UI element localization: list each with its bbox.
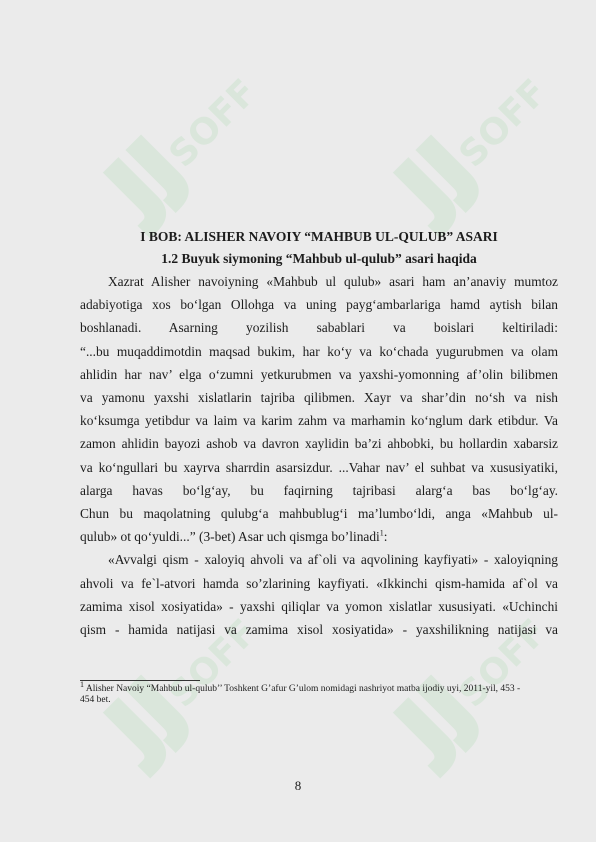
text-line: qism - hamida natijasi va zamima xisol xosiyatida» - yaxshilikning natijasi va	[80, 622, 558, 638]
text-line-last-end: :	[383, 529, 388, 545]
footnote-separator	[80, 680, 200, 681]
svg-text:SOFF: SOFF	[451, 611, 556, 716]
text-line-last	[80, 525, 558, 548]
page-content	[80, 228, 558, 641]
text-line-last-text: qulub» ot qo‘yuldi...” (3-bet) Asar uch qismga bo’linadi	[80, 529, 380, 545]
footnote-number: 1	[80, 679, 84, 689]
chapter-title: I BOB: ALISHER NAVOIY “MAHBUB UL-QULUB” ASARI	[140, 229, 498, 244]
text-line: boshlanadi. Asarning yozilish sabablari va boislari keltiriladi:	[80, 320, 558, 336]
paragraph-1	[80, 270, 558, 548]
footnote-reference[interactable]: 1	[379, 528, 384, 538]
svg-text:SOFF: SOFF	[451, 71, 556, 176]
text-line: va yamonu yaxshi xislatlarin tajriba qilibmen. Xayr va shar’din no‘sh va nish	[80, 390, 558, 406]
text-line: zamon ahlidin bayozi ashob va davron xaylidin ba’zi ahbobki, bu hollardin xabarsiz	[80, 436, 558, 452]
text-line: Xazrat Alisher navoiyning «Mahbub ul qulub» asari ham an’anaviy mumtoz	[108, 274, 558, 289]
svg-text:SOFF: SOFF	[161, 71, 266, 176]
text-line: ko‘ksumga yetibdur va laim va karim zahm va marhamin ko‘nglum dark etibdur. Va	[80, 413, 558, 429]
text-line: «Avvalgi qism - xaloyiq ahvoli va af`oli va aqvolining kayfiyati» - xaloyiqning	[108, 552, 558, 568]
section-title: 1.2 Buyuk siymoning “Mahbub ul-qulub” asari haqida	[161, 251, 477, 266]
text-line: adabiyotiga xos bo‘lgan Ollohga va uning payg‘ambarlariga hamd aytish bilan	[80, 297, 558, 313]
text-line: Chun bu maqolatning qulubg‘a mahbublug‘i ma’lumbo‘ldi, anga «Mahbub ul-	[80, 506, 558, 522]
paragraph-2	[80, 548, 558, 641]
soff-watermark-logo	[70, 60, 270, 250]
soff-watermark-logo	[360, 60, 560, 250]
page-number: 8	[294, 778, 302, 793]
footnote	[80, 679, 558, 706]
text-line: alarga havas bo‘lg‘ay, bu faqirning tajribasi alarg‘a bas bo‘lg‘ay.	[80, 482, 558, 498]
text-line: ahlidin har nav’ elga o‘zumni yetkurubmen va yaxshi-yomonning af’olin bilibmen	[80, 366, 558, 382]
text-line: zamima xisol xosiyatida» - yaxshi qiliqlar va yomon xislatlar xususiyati. «Uchinchi	[80, 598, 558, 614]
footnote-text: Alisher Navoiy “Mahbub ul-qulub’’ Toshkent G’afur G’ulom nomidagi nashriyot matba ijodiy uyi, 2011-yil, 453 -	[84, 684, 521, 694]
svg-text:SOFF: SOFF	[161, 611, 266, 716]
text-line: va ko‘ngullari bu xayrva sharrdin asarsizdur. ...Vahar nav’ el suhbat va xususiyatiki,	[80, 459, 558, 475]
text-line: “...bu muqaddimotdin maqsad bukim, har ko‘y va ko‘chada yugurubmen va olam	[80, 343, 558, 359]
footnote-text-continued: 454 bet.	[80, 695, 111, 705]
text-line: ahvoli va fe`l-atvori hamda so’zlarining kayfiyati. «Ikkinchi qism-hamida af`ol va	[80, 575, 558, 591]
